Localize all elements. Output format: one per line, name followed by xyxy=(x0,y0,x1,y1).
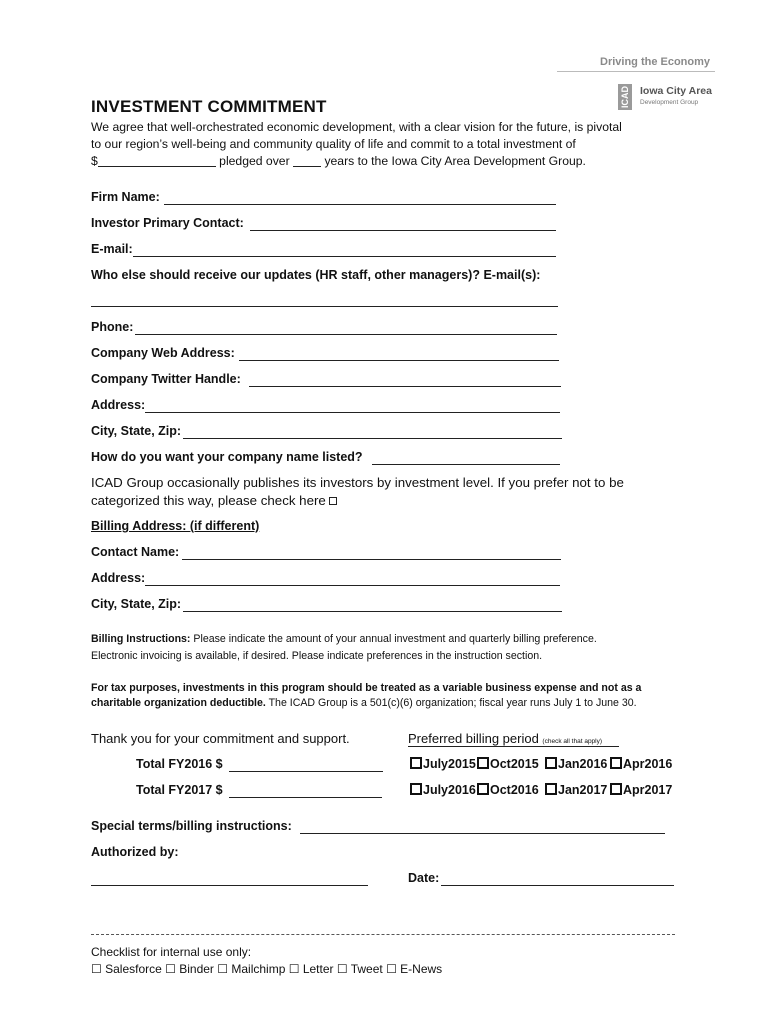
primary-contact-label: Investor Primary Contact: xyxy=(91,216,244,230)
email-label: E-mail: xyxy=(91,242,133,256)
updates-row xyxy=(91,268,540,282)
internal-checklist xyxy=(91,962,442,976)
jan2016-label: Jan2016 xyxy=(558,757,608,771)
option-oct2016[interactable] xyxy=(477,783,539,797)
logo-line-1: Iowa City Area xyxy=(640,85,712,97)
firm-name-field[interactable] xyxy=(164,204,556,205)
billing-instructions-line-2: Electronic invoicing is available, if desired. Please indicate preferences in the instruction section. xyxy=(91,650,543,662)
intro-pledged: pledged over xyxy=(219,154,290,168)
total-fy2017-field[interactable] xyxy=(229,797,382,798)
billing-address-row xyxy=(91,571,145,585)
option-jan2016[interactable] xyxy=(545,757,607,771)
billing-city-label: City, State, Zip: xyxy=(91,597,182,611)
web-address-field[interactable] xyxy=(239,360,559,361)
billing-city-row xyxy=(91,597,181,611)
apr2016-checkbox[interactable] xyxy=(610,757,622,769)
checklist-item-enews[interactable]: ☐ E-News xyxy=(386,962,443,976)
checklist-item-binder[interactable]: ☐ Binder xyxy=(165,962,214,976)
option-apr2016[interactable] xyxy=(610,757,672,771)
option-july2015[interactable] xyxy=(410,757,476,771)
oct2016-checkbox[interactable] xyxy=(477,783,489,795)
internal-use-divider xyxy=(91,934,675,935)
billing-address-label: Address: xyxy=(91,571,146,585)
option-oct2015[interactable] xyxy=(477,757,539,771)
email-field[interactable] xyxy=(133,256,556,257)
preferred-billing-sub: (check all that apply) xyxy=(542,738,603,745)
checklist-item-letter[interactable]: ☐ Letter xyxy=(288,962,334,976)
billing-instructions-text: Please indicate the amount of your annual investment and quarterly billing preference. xyxy=(190,633,597,645)
contact-name-field[interactable] xyxy=(182,559,561,560)
tagline-divider xyxy=(557,71,715,72)
preferred-billing-underline xyxy=(408,746,619,747)
twitter-row xyxy=(91,372,241,386)
jan2016-checkbox[interactable] xyxy=(545,757,557,769)
intro-years-text: years to the Iowa City Area Development Group. xyxy=(324,154,586,168)
email-row xyxy=(91,242,133,256)
tax-line-2 xyxy=(91,697,637,709)
july2015-label: July2015 xyxy=(423,757,476,771)
total-fy2017-label: Total FY2017 $ xyxy=(136,783,223,797)
investment-amount-field[interactable] xyxy=(98,155,216,167)
checklist-item-salesforce[interactable]: ☐ Salesforce xyxy=(91,962,162,976)
option-apr2017[interactable] xyxy=(610,783,672,797)
city-state-zip-field[interactable] xyxy=(183,438,562,439)
mailchimp-label: Mailchimp xyxy=(231,962,286,976)
opt-out-checkbox[interactable] xyxy=(329,497,337,505)
enews-label: E-News xyxy=(400,962,443,976)
address-row xyxy=(91,398,145,412)
apr2017-label: Apr2017 xyxy=(623,783,673,797)
july2015-checkbox[interactable] xyxy=(410,757,422,769)
intro-line-1: We agree that well-orchestrated economic development, with a clear vision for the future, is pivotal xyxy=(91,120,622,134)
option-jan2017[interactable] xyxy=(545,783,607,797)
address-field[interactable] xyxy=(145,412,560,413)
updates-emails-field[interactable] xyxy=(91,306,558,307)
name-listed-label: How do you want your company name listed? xyxy=(91,450,363,464)
date-field[interactable] xyxy=(441,885,674,886)
logo-line-2: Development Group xyxy=(640,99,699,106)
years-field[interactable] xyxy=(293,155,321,167)
name-listed-row xyxy=(91,450,363,464)
jan2017-label: Jan2017 xyxy=(558,783,608,797)
special-terms-row xyxy=(91,819,292,833)
binder-label: Binder xyxy=(179,962,214,976)
authorized-by-label: Authorized by: xyxy=(91,845,179,859)
publish-note-line-1: ICAD Group occasionally publishes its investors by investment level. If you prefer not to be xyxy=(91,475,624,490)
preferred-billing-heading xyxy=(408,731,602,746)
billing-heading: Billing Address: (if different) xyxy=(91,519,260,533)
icad-logo xyxy=(618,82,718,112)
twitter-field[interactable] xyxy=(249,386,561,387)
july2016-checkbox[interactable] xyxy=(410,783,422,795)
intro-dollar: $ xyxy=(91,154,98,168)
oct2015-checkbox[interactable] xyxy=(477,757,489,769)
tax-line-1: For tax purposes, investments in this program should be treated as a variable business expense and not as a xyxy=(91,682,642,694)
billing-instructions-label: Billing Instructions: xyxy=(91,633,191,645)
primary-contact-field[interactable] xyxy=(250,230,556,231)
checklist-item-tweet[interactable]: ☐ Tweet xyxy=(336,962,383,976)
option-july2016[interactable] xyxy=(410,783,476,797)
page-title: INVESTMENT COMMITMENT xyxy=(91,97,327,116)
thank-you-text: Thank you for your commitment and support. xyxy=(91,731,350,746)
special-terms-label: Special terms/billing instructions: xyxy=(91,819,292,833)
total-fy2016-field[interactable] xyxy=(229,771,383,772)
apr2017-checkbox[interactable] xyxy=(610,783,622,795)
checklist-item-mailchimp[interactable]: ☐ Mailchimp xyxy=(217,962,286,976)
letter-label: Letter xyxy=(302,962,334,976)
phone-field[interactable] xyxy=(135,334,557,335)
publish-note-line-2 xyxy=(91,493,337,508)
tax-line-2-text: The ICAD Group is a 501(c)(6) organization; fiscal year runs July 1 to June 30. xyxy=(265,697,637,709)
billing-city-field[interactable] xyxy=(183,611,562,612)
contact-name-label: Contact Name: xyxy=(91,545,180,559)
name-listed-field[interactable] xyxy=(372,464,560,465)
july2016-label: July2016 xyxy=(423,783,476,797)
special-terms-field[interactable] xyxy=(300,833,665,834)
tweet-label: Tweet xyxy=(350,962,383,976)
billing-instructions-line-1 xyxy=(91,633,597,645)
intro-line-2: to our region’s well-being and community quality of life and commit to a total investment of xyxy=(91,137,576,151)
checklist-label: Checklist for internal use only: xyxy=(91,945,252,959)
tagline: Driving the Economy xyxy=(600,56,711,68)
preferred-billing-label: Preferred billing period xyxy=(408,731,539,746)
phone-row xyxy=(91,320,133,334)
web-address-label: Company Web Address: xyxy=(91,346,235,360)
salesforce-label: Salesforce xyxy=(105,962,162,976)
phone-label: Phone: xyxy=(91,320,134,334)
apr2016-label: Apr2016 xyxy=(623,757,673,771)
total-fy2016-label: Total FY2016 $ xyxy=(136,757,223,771)
publish-note-text: categorized this way, please check here xyxy=(91,493,326,508)
intro-line-3 xyxy=(91,154,586,168)
oct2016-label: Oct2016 xyxy=(490,783,539,797)
date-label: Date: xyxy=(408,871,440,885)
tax-line-2-bold: charitable organization deductible. xyxy=(91,697,266,709)
logo-brand: ICAD xyxy=(620,86,630,108)
primary-contact-row xyxy=(91,216,244,230)
authorized-signature-field[interactable] xyxy=(91,885,368,886)
jan2017-checkbox[interactable] xyxy=(545,783,557,795)
web-address-row xyxy=(91,346,235,360)
firm-name-row xyxy=(91,190,160,204)
contact-name-row xyxy=(91,545,179,559)
city-state-zip-label: City, State, Zip: xyxy=(91,424,182,438)
billing-address-field[interactable] xyxy=(145,585,560,586)
firm-name-label: Firm Name: xyxy=(91,190,160,204)
oct2015-label: Oct2015 xyxy=(490,757,539,771)
updates-label: Who else should receive our updates (HR staff, other managers)? E-mail(s): xyxy=(91,268,541,282)
twitter-label: Company Twitter Handle: xyxy=(91,372,241,386)
address-label: Address: xyxy=(91,398,146,412)
city-state-zip-row xyxy=(91,424,181,438)
